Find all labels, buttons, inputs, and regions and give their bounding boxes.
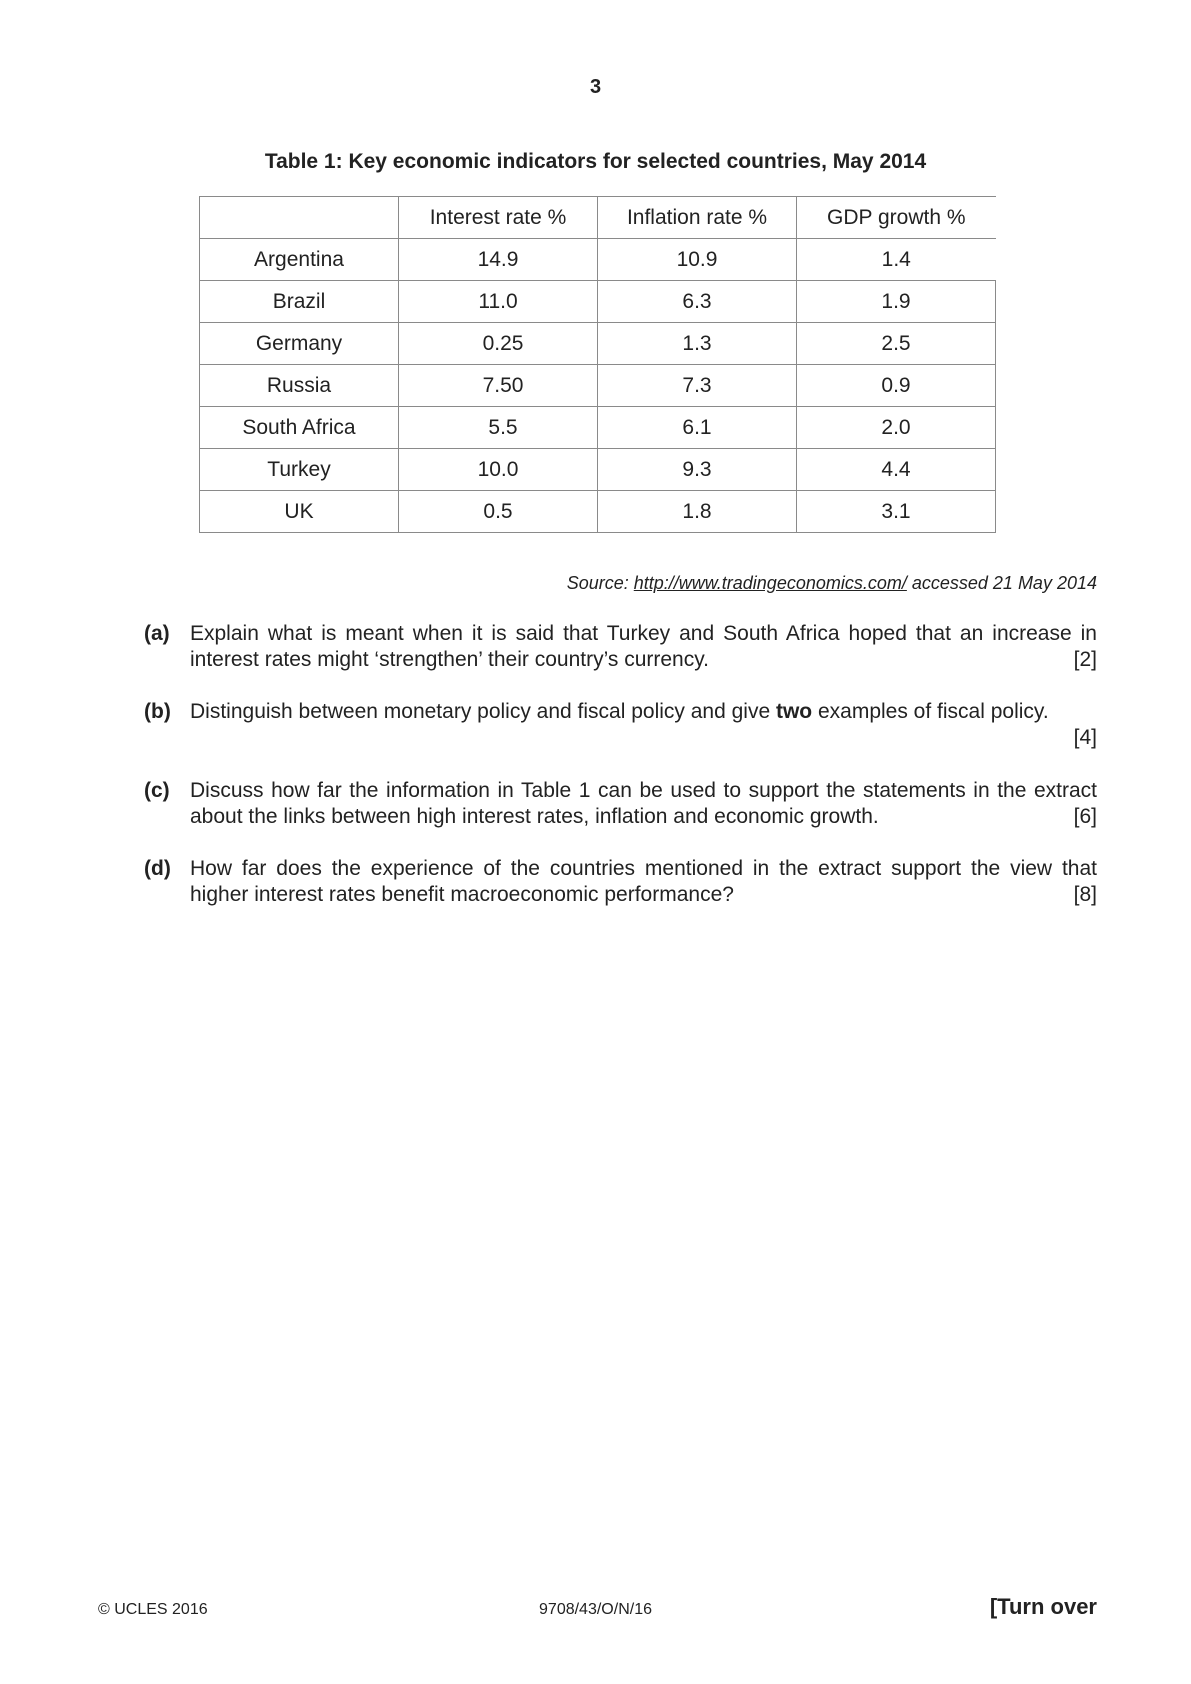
source-link[interactable]: http://www.tradingeconomics.com/: [633, 573, 907, 593]
question-body: Discuss how far the information in Table 1 can be used to support the statements in the extract about the links between high interest rates, inflation and economic growth.: [190, 779, 1097, 828]
table-cell-country: Germany: [200, 323, 399, 365]
table-cell-country: Brazil: [200, 281, 399, 323]
question-label: (d): [144, 857, 171, 880]
table-cell-country: Argentina: [200, 239, 399, 281]
table-row: [200, 365, 996, 407]
table-cell-country: UK: [200, 491, 399, 533]
question-c: [144, 778, 1097, 830]
table-cell-interest: 0.5: [399, 491, 598, 533]
table-row: [200, 239, 996, 281]
question-marks: [6]: [1073, 805, 1097, 828]
table-cell-gdp: 0.9: [797, 365, 996, 407]
table-cell-interest: 14.9: [399, 239, 598, 281]
question-emphasis: two: [775, 700, 813, 723]
table-row: [200, 491, 996, 533]
page-number: 3: [589, 76, 602, 98]
question-text: [190, 699, 1097, 749]
question-text: [190, 856, 1097, 908]
table-cell-inflation: 10.9: [598, 239, 797, 281]
economic-indicators-table: [199, 196, 996, 533]
table-header-interest-rate: Interest rate %: [399, 197, 598, 239]
table-cell-interest: 11.0: [399, 281, 598, 323]
table-cell-interest: 10.0: [399, 449, 598, 491]
question-text: [190, 778, 1097, 830]
table-cell-gdp: 1.9: [797, 281, 996, 323]
table-cell-inflation: 1.8: [598, 491, 797, 533]
table-cell-inflation: 1.3: [598, 323, 797, 365]
table-cell-gdp: 1.4: [797, 239, 996, 281]
question-d: [144, 856, 1097, 908]
table-row: [200, 323, 996, 365]
question-body: Explain what is meant when it is said that Turkey and South Africa hoped that an increase in interest rates might ‘strengthen’ their country’s currency.: [190, 622, 1097, 671]
table-cell-gdp: 2.5: [797, 323, 996, 365]
table-cell-gdp: 3.1: [797, 491, 996, 533]
table-cell-country: South Africa: [200, 407, 399, 449]
table-header-row: [200, 197, 996, 239]
question-marks: [8]: [1073, 883, 1097, 906]
question-b: [144, 699, 1097, 751]
question-body-end: examples of fiscal policy.: [812, 700, 1049, 723]
table-header-inflation-rate: Inflation rate %: [598, 197, 797, 239]
footer-turn-over: [Turn over: [989, 1594, 1097, 1619]
question-label: (a): [144, 622, 170, 645]
footer-copyright: © UCLES 2016: [98, 1601, 208, 1618]
table-row: [200, 449, 996, 491]
table-cell-inflation: 9.3: [598, 449, 797, 491]
question-text: [190, 621, 1097, 673]
table-source: [567, 573, 1097, 594]
source-prefix: Source:: [566, 573, 634, 593]
table-row: [200, 281, 996, 323]
question-label: (b): [144, 700, 171, 723]
table-cell-gdp: 4.4: [797, 449, 996, 491]
footer-paper-code: 9708/43/O/N/16: [539, 1601, 652, 1618]
table-cell-interest: 0.25: [399, 323, 598, 365]
table-cell-interest: 5.5: [399, 407, 598, 449]
question-body-start: Distinguish between monetary policy and fiscal policy and give: [190, 700, 776, 723]
table-cell-country: Russia: [200, 365, 399, 407]
table-row: [200, 407, 996, 449]
table-cell-country: Turkey: [200, 449, 399, 491]
table-cell-inflation: 7.3: [598, 365, 797, 407]
table-header-blank: [200, 197, 399, 239]
table-cell-inflation: 6.3: [598, 281, 797, 323]
question-a: [144, 621, 1097, 673]
question-marks: [2]: [1073, 648, 1097, 671]
question-label: (c): [144, 779, 170, 802]
table-cell-gdp: 2.0: [797, 407, 996, 449]
question-body: How far does the experience of the countries mentioned in the extract support the view that higher interest rates benefit macroeconomic performance?: [190, 857, 1097, 906]
table-cell-inflation: 6.1: [598, 407, 797, 449]
table-header-gdp-growth: GDP growth %: [797, 197, 996, 239]
question-marks: [4]: [1073, 726, 1097, 749]
table-title: Table 1: Key economic indicators for selected countries, May 2014: [264, 150, 927, 173]
table-cell-interest: 7.50: [399, 365, 598, 407]
source-suffix: accessed 21 May 2014: [906, 573, 1097, 593]
